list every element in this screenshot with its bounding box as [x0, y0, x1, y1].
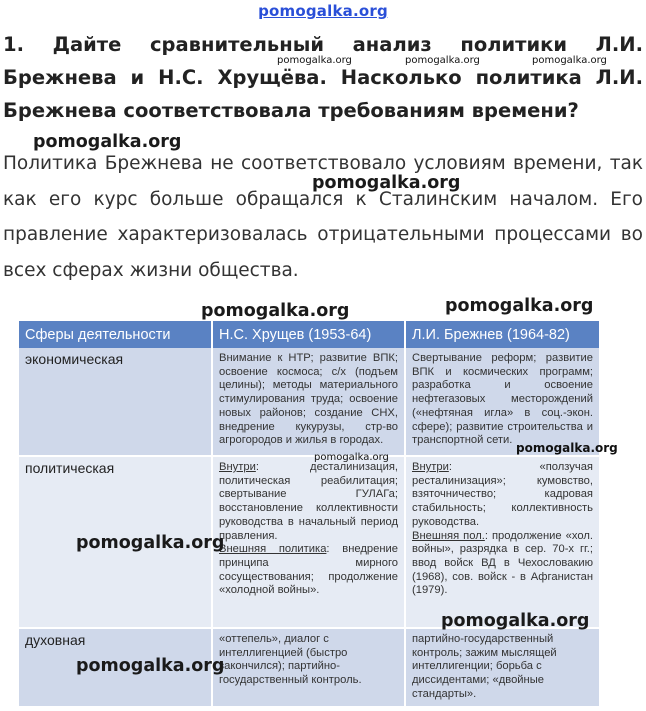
answer-text: Политика Брежнева не соответствовало условиям времени, так как его курс больше обращался к Сталинским началом. Его правление характеризовалась отрицательными процессами во всех сферах жизни общества.: [3, 153, 643, 281]
watermark: pomogalka.org: [405, 55, 480, 66]
outer-text: : внедрение принципа мирного сосуществования; продолжение «холодной войны».: [219, 543, 398, 597]
comparison-table: [19, 321, 601, 708]
header-sphere: Сферы деятельности: [19, 321, 212, 348]
watermark: pomogalka.org: [277, 55, 352, 66]
watermark: pomogalka.org: [441, 611, 590, 631]
header-khrushchev: Н.С. Хрущев (1953-64): [212, 321, 405, 348]
watermark: pomogalka.org: [76, 656, 225, 676]
inner-label: Внутри: [412, 461, 449, 473]
inner-label: Внутри: [219, 461, 256, 473]
sphere-cell: политическая: [19, 456, 212, 628]
watermark: pomogalka.org: [76, 533, 225, 553]
brezhnev-inner-policy: [412, 461, 593, 530]
khrushchev-cell: Внимание к НТР; развитие ВПК; освоение космоса; с/х (подъем целины); методы материального стимулирования труда; освоение новых районов; создание СНХ, внедрение кукурузы, стр-во агрогородов и жилья в городах.: [212, 348, 405, 456]
table-header-row: [19, 321, 600, 348]
watermark: pomogalka.org: [312, 173, 461, 193]
table-row: [19, 348, 600, 456]
outer-label: Внешняя пол.: [412, 529, 485, 542]
watermark: pomogalka.org: [33, 132, 182, 152]
watermark: pomogalka.org: [516, 441, 618, 455]
khrushchev-cell: «оттепель», диалог с интеллигенцией (быстро закончился); партийно-государственный контроль.: [212, 628, 405, 707]
brezhnev-outer-policy: [412, 530, 593, 599]
outer-text: : продолжение «хол. войны», разрядка в сер. 70-х гг.; ввод войск ВД в Чехословакию (1968), сов. войск - в Афганистан (1979).: [412, 529, 593, 597]
header-brezhnev: Л.И. Брежнев (1964-82): [405, 321, 600, 348]
khrushchev-inner-policy: [219, 461, 398, 543]
header-watermark[interactable]: pomogalka.org: [258, 2, 388, 20]
brezhnev-cell: Свертывание реформ; развитие ВПК и космических программ; разработка и освоение нефтегазовых месторождений («нефтяная игла» в соц.-экон. сфере); развитие строительства и транспортной сети.: [405, 348, 600, 456]
brezhnev-cell: партийно-государственный контроль; зажим мыслящей интеллигенции; борьба с диссидентами; «двойные стандарты».: [405, 628, 600, 707]
watermark: pomogalka.org: [532, 55, 607, 66]
inner-text: : «ползучая ресталинизация»; кумовство, взяточничество; кадровая стабильность; коллективность руководства.: [412, 461, 593, 528]
sphere-cell: экономическая: [19, 348, 212, 456]
khrushchev-cell: [212, 456, 405, 628]
watermark: pomogalka.org: [445, 296, 594, 316]
question-text: 1. Дайте сравнительный анализ политики Л.И. Брежнева и Н.С. Хрущёва. Насколько политика Л.И. Брежнева соответствовала требованиям времени?: [3, 33, 643, 122]
sphere-cell: духовная: [19, 628, 212, 707]
brezhnev-cell: [405, 456, 600, 628]
inner-text: : десталинизация, политическая реабилитация; свертывание ГУЛАГа; восстановление коллективности руководства в начальный период правления.: [219, 461, 398, 542]
watermark: pomogalka.org: [201, 301, 350, 321]
khrushchev-outer-policy: [219, 543, 398, 598]
outer-label: Внешняя политика: [219, 543, 327, 556]
watermark: pomogalka.org: [314, 452, 389, 463]
